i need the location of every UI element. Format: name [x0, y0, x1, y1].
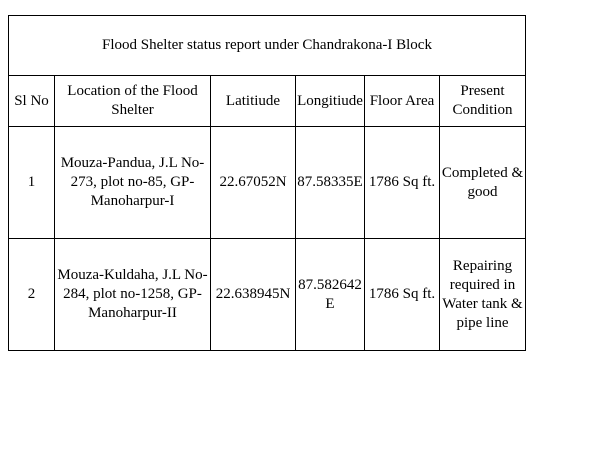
row-location [55, 239, 211, 351]
row-condition-text: Repairing required in Water tank & pipe line [442, 257, 523, 331]
row-latitude: 22.638945N [211, 239, 296, 351]
row-location-text: Mouza-Kuldaha, J.L No-284, plot no-1258, GP-Manoharpur-II [57, 267, 208, 321]
row-latitude: 22.67052N [211, 127, 296, 239]
header-longitude [296, 76, 365, 127]
row-condition [440, 239, 526, 351]
title-row [9, 16, 526, 76]
header-condition-text: Present Condition [452, 83, 513, 118]
row-floor-area: 1786 Sq ft. [365, 127, 440, 239]
row-longitude [296, 239, 365, 351]
row-longitude-text: 87.58335E [297, 174, 363, 190]
header-longitude-text: Longitiude [297, 92, 363, 109]
header-row [9, 76, 526, 127]
row-location [55, 127, 211, 239]
header-location [55, 76, 211, 127]
row-floor-area: 1786 Sq ft. [365, 239, 440, 351]
header-sl-no: Sl No [9, 76, 55, 127]
row-longitude [296, 127, 365, 239]
header-floor-area: Floor Area [365, 76, 440, 127]
row-longitude-text: 87.582642E [298, 276, 362, 312]
table-row [9, 239, 526, 351]
header-latitude: Latitiude [211, 76, 296, 127]
row-sl-no: 2 [9, 239, 55, 351]
table-row [9, 127, 526, 239]
header-location-text: Location of the Flood Shelter [67, 83, 198, 118]
flood-shelter-table [8, 15, 526, 351]
row-condition-text: Completed & good [441, 164, 524, 200]
header-condition [440, 76, 526, 127]
row-condition [440, 127, 526, 239]
row-location-text: Mouza-Pandua, J.L No-273, plot no-85, GP-Manoharpur-I [60, 155, 205, 209]
report-title: Flood Shelter status report under Chandrakona-I Block [9, 16, 526, 76]
row-sl-no: 1 [9, 127, 55, 239]
